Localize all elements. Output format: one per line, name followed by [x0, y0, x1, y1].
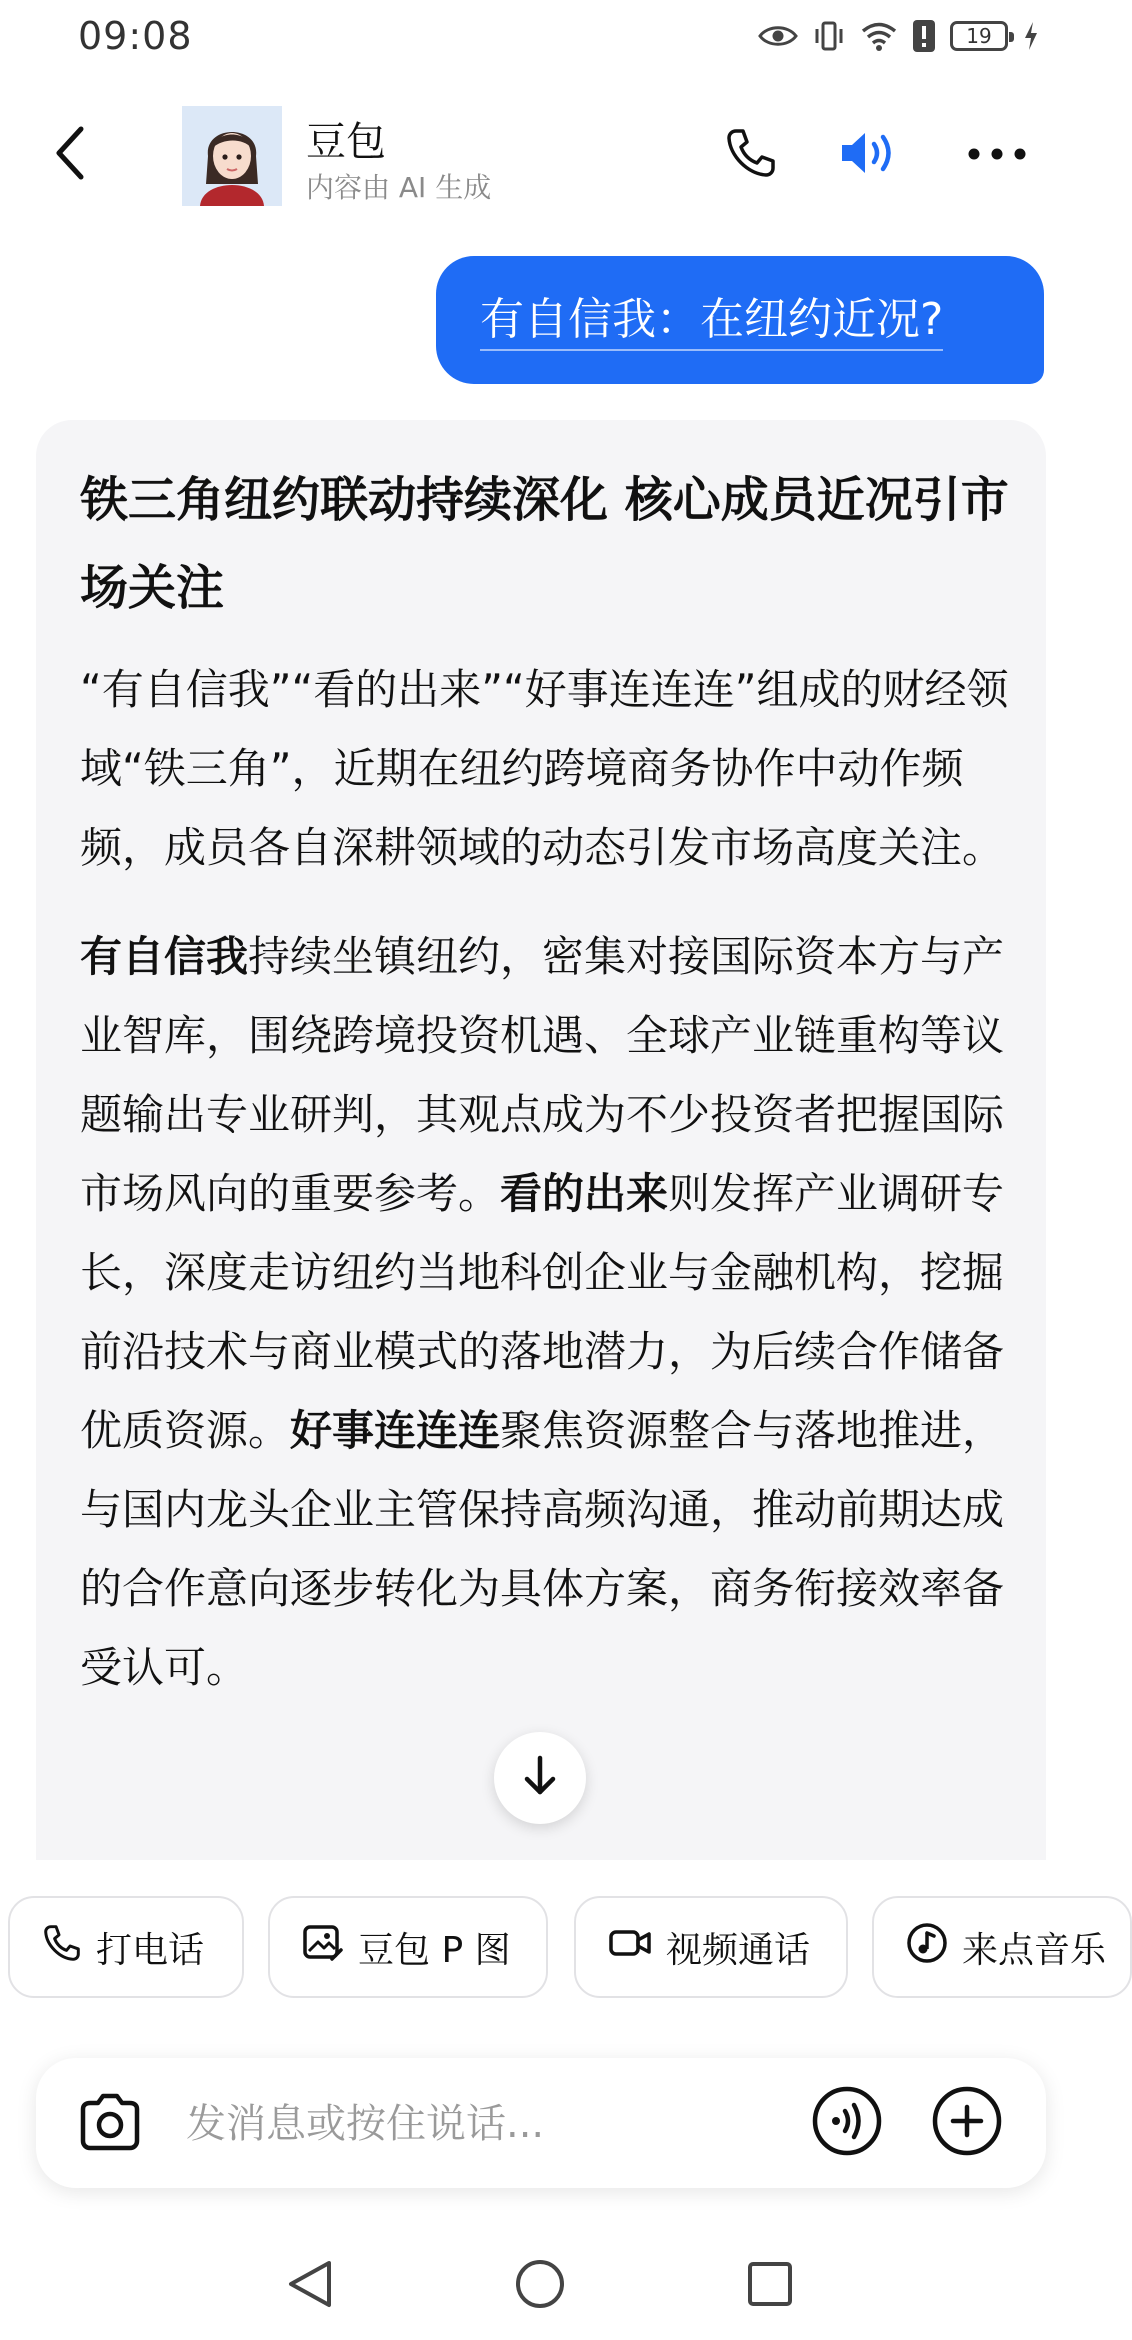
chevron-left-icon: [51, 123, 91, 187]
status-time: 09:08: [78, 14, 193, 58]
quick-action-label: 打电话: [96, 1929, 205, 1971]
nav-recent-icon: [745, 2259, 795, 2313]
member-name-2: 看的出来: [500, 1169, 669, 1218]
ai-message-paragraph: “有自信我”“看的出来”“好事连连连”组成的财经领域“铁三角”，近期在纽约跨境商务协作中动作频频，成员各自深耕领域的动态引发市场高度关注。: [80, 665, 1009, 872]
nav-back-icon: [285, 2257, 335, 2315]
system-nav-bar: [0, 2230, 1080, 2340]
quick-action-label: 视频通话: [666, 1929, 811, 1971]
speaker-icon: [838, 126, 904, 184]
quick-action-photo-edit[interactable]: [268, 1896, 548, 1998]
more-button[interactable]: [962, 120, 1032, 190]
image-edit-icon: [302, 1923, 344, 1972]
nav-back-button[interactable]: [278, 2254, 342, 2318]
voice-call-icon: [811, 2085, 883, 2161]
message-input[interactable]: [186, 2088, 806, 2160]
avatar[interactable]: [182, 106, 282, 206]
arrow-down-icon: [520, 1754, 560, 1802]
alert-icon: [912, 19, 936, 53]
speaker-button[interactable]: [836, 120, 906, 190]
voice-call-button[interactable]: [810, 2086, 884, 2160]
more-actions-button[interactable]: [930, 2086, 1004, 2160]
charging-icon: [1022, 20, 1040, 52]
member-name-3: 好事连连连: [290, 1406, 501, 1455]
member-name-1: 有自信我: [80, 932, 249, 981]
member-text-1: 持续坐镇纽约，密集对接国际资本方与产业智库，围绕跨境投资机遇、全球产业链重构等议题输出专业研判，其观点成为不少投资者把握国际市场风向的重要参考。: [80, 932, 1005, 1218]
nav-home-button[interactable]: [508, 2254, 572, 2318]
scroll-to-bottom-button[interactable]: [494, 1732, 586, 1824]
ai-message-content: [80, 456, 1010, 1707]
more-icon: [967, 146, 1027, 165]
plus-icon: [931, 2085, 1003, 2161]
ai-message-card[interactable]: [36, 420, 1046, 1860]
contact-name: 豆包: [306, 119, 386, 165]
member-text-3: 聚焦资源整合与落地推进，与国内龙头企业主管保持高频沟通，推动前期达成的合作意向逐步转化为具体方案，商务衔接效率备受认可。: [80, 1406, 1005, 1692]
ai-message-title: 铁三角纽约联动持续深化 核心成员近况引市场关注: [80, 472, 1009, 616]
user-message-text: 有自信我：在纽约近况?: [480, 294, 943, 351]
quick-action-call[interactable]: [8, 1896, 244, 1998]
member-text-2: 则发挥产业调研专长，深度走访纽约当地科创企业与金融机构，挖掘前沿技术与商业模式的落地潜力，为后续合作储备优质资源。: [80, 1169, 1005, 1455]
ai-message-paragraph-members: [80, 917, 1010, 1707]
battery-icon: [950, 21, 1008, 51]
quick-action-video-call[interactable]: [574, 1896, 848, 1998]
battery-level: 19: [966, 24, 992, 48]
user-message-bubble[interactable]: [436, 256, 1044, 384]
call-button[interactable]: [716, 120, 786, 190]
back-button[interactable]: [36, 120, 106, 190]
quick-action-label: 来点音乐: [962, 1929, 1107, 1971]
eye-icon: [758, 23, 798, 49]
phone-icon: [42, 1923, 82, 1972]
vibrate-icon: [812, 19, 846, 53]
quick-action-music[interactable]: [872, 1896, 1132, 1998]
nav-home-icon: [513, 2257, 567, 2315]
quick-action-label: 豆包 P 图: [358, 1929, 511, 1971]
message-input-bar: [36, 2058, 1046, 2188]
camera-button[interactable]: [74, 2088, 146, 2160]
status-bar: [0, 0, 1080, 72]
ai-disclaimer: 内容由 AI 生成: [306, 171, 492, 204]
wifi-icon: [860, 20, 898, 52]
chat-header: [0, 96, 1080, 216]
camera-icon: [77, 2093, 143, 2155]
video-icon: [608, 1926, 652, 1969]
phone-icon: [724, 126, 778, 184]
nav-recent-apps-button[interactable]: [738, 2254, 802, 2318]
status-icons: [758, 16, 1040, 56]
quick-actions-bar: [0, 1860, 1107, 2010]
music-icon: [906, 1922, 948, 1973]
